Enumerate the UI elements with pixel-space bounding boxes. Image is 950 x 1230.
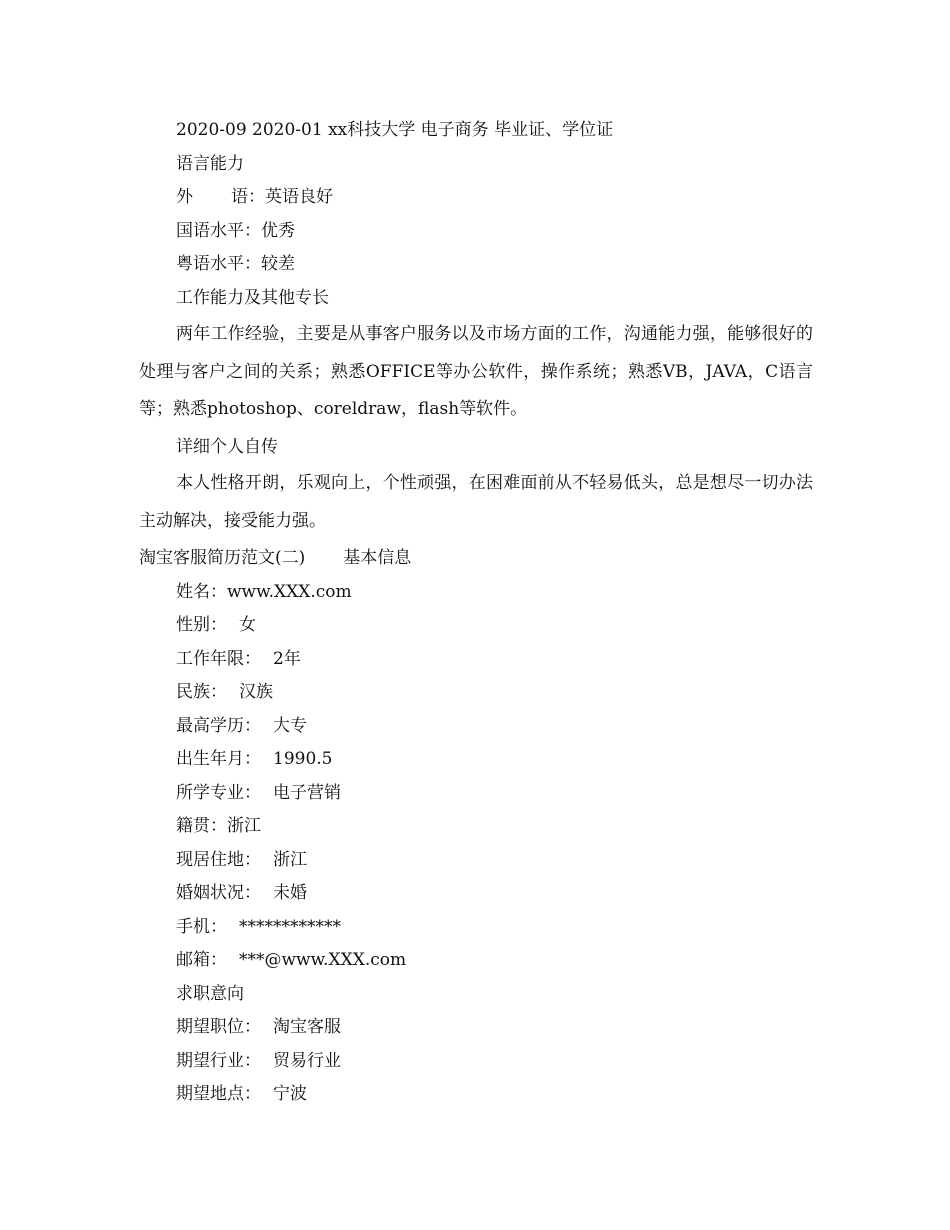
info-row-residence <box>139 844 813 878</box>
info-label: 婚姻状况： <box>176 883 261 903</box>
info-label: 现居住地： <box>176 849 261 870</box>
job-intent-heading: 求职意向 <box>176 983 244 1004</box>
info-value: 未婚 <box>273 883 307 903</box>
info-row-gender <box>139 609 813 643</box>
info-label: 手机： <box>176 916 227 937</box>
mandarin-line: 国语水平：优秀 <box>176 220 295 241</box>
info-label: 所学专业： <box>176 782 261 803</box>
skills-paragraph: 两年工作经验，主要是从事客户服务以及市场方面的工作，沟通能力强，能够很好的处理与客户之间的关系；熟悉OFFICE等办公软件，操作系统；熟悉VB，JAVA，C语言等；熟悉photoshop、coreldraw，flash等软件。 <box>139 324 813 419</box>
info-row-email <box>139 944 813 978</box>
info-row-name <box>139 576 813 610</box>
info-row-birth <box>139 743 813 777</box>
intent-label: 期望行业： <box>176 1050 261 1071</box>
info-label: 民族： <box>176 682 227 702</box>
foreign-language-value: 语：英语良好 <box>231 187 333 207</box>
info-row-phone <box>139 911 813 945</box>
basic-info-heading: 基本信息 <box>343 548 412 568</box>
info-row-marital <box>139 877 813 911</box>
intent-row-location <box>139 1078 813 1112</box>
info-row-work-years <box>139 643 813 677</box>
info-label: 最高学历： <box>176 715 261 736</box>
info-value: 浙江 <box>227 816 261 836</box>
info-value: 浙江 <box>273 849 307 870</box>
info-label: 姓名： <box>176 581 227 602</box>
intent-value: 宁波 <box>273 1084 307 1104</box>
resume2-title: 淘宝客服简历范文(二) <box>139 548 306 568</box>
info-value: 女 <box>239 615 256 635</box>
education-line: 2020-09 2020-01 xx科技大学 电子商务 毕业证、学位证 <box>176 120 614 140</box>
info-label: 工作年限： <box>176 648 261 669</box>
info-row-major <box>139 777 813 811</box>
intent-row-position <box>139 1011 813 1045</box>
info-row-ethnicity <box>139 676 813 710</box>
basic-info-list <box>139 576 813 978</box>
bio-paragraph: 本人性格开朗，乐观向上，个性顽强，在困难面前从不轻易低头，总是想尽一切办法主动解决，接受能力强。 <box>139 473 813 531</box>
info-value: ************ <box>239 916 341 937</box>
intent-label: 期望地点： <box>176 1084 261 1104</box>
info-label: 籍贯： <box>176 816 227 836</box>
foreign-language-line <box>139 181 813 215</box>
info-row-hometown <box>139 810 813 844</box>
info-label: 性别： <box>176 615 227 635</box>
info-label: 出生年月： <box>176 749 261 769</box>
resume2-title-line <box>139 542 813 576</box>
foreign-language-label: 外 <box>176 187 193 207</box>
info-value: 大专 <box>273 715 307 736</box>
info-row-education <box>139 710 813 744</box>
language-heading: 语言能力 <box>176 153 244 174</box>
info-value: 汉族 <box>239 682 273 702</box>
intent-row-industry <box>139 1045 813 1079</box>
info-value: 1990.5 <box>273 749 333 769</box>
bio-heading: 详细个人自传 <box>176 436 278 457</box>
job-intent-list <box>139 1011 813 1112</box>
info-value: ***@www.XXX.com <box>239 950 407 970</box>
intent-label: 期望职位： <box>176 1017 261 1037</box>
info-value: 2年 <box>273 648 301 669</box>
cantonese-line: 粤语水平：较差 <box>176 254 295 274</box>
intent-value: 淘宝客服 <box>273 1017 341 1037</box>
document-content <box>139 114 813 1112</box>
skills-heading: 工作能力及其他专长 <box>176 287 329 308</box>
info-label: 邮箱： <box>176 950 227 970</box>
intent-value: 贸易行业 <box>273 1050 341 1071</box>
info-value: www.XXX.com <box>227 581 352 602</box>
info-value: 电子营销 <box>273 782 341 803</box>
